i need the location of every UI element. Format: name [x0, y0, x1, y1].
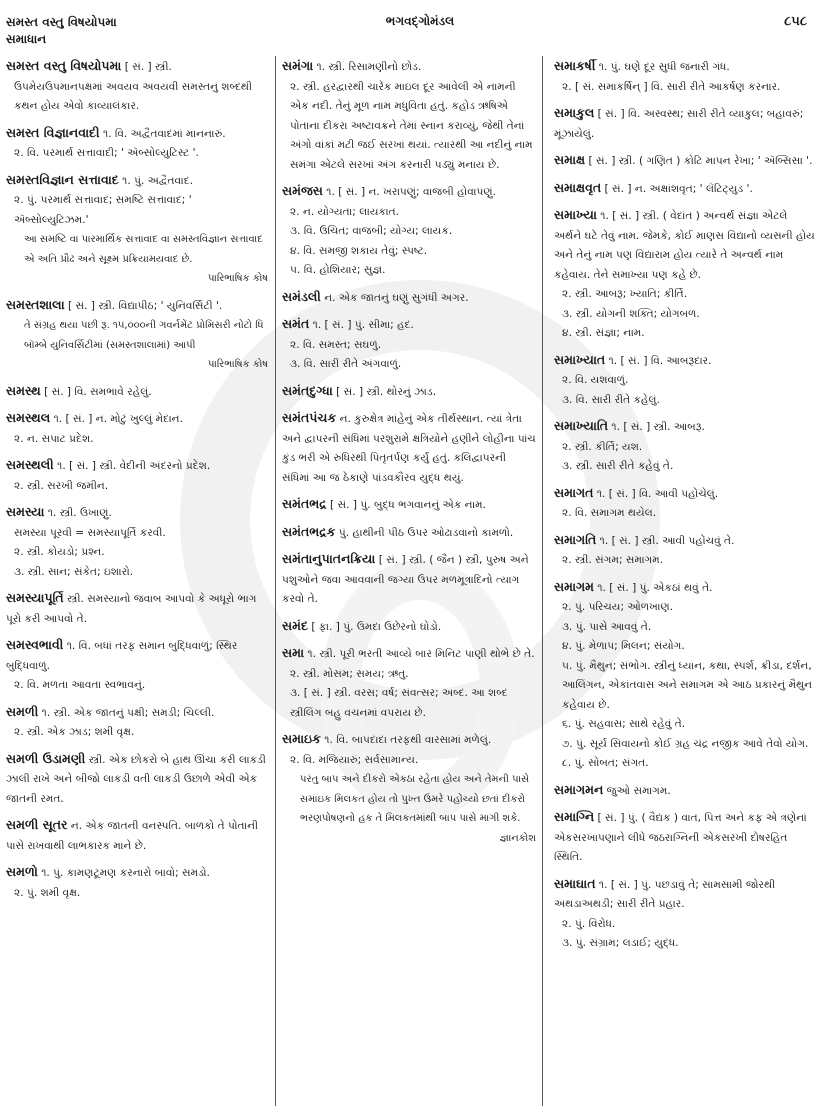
- dictionary-entry: [282, 522, 536, 544]
- sense-line: ૪. પું. મેળાપ; મિલન; સંયોગ.: [562, 640, 685, 652]
- definition: [ સં. ] સ્ત્રી. થોરનું ઝાડ.: [336, 385, 437, 398]
- headword: સમળી ઉડામણી: [6, 750, 86, 766]
- column-1: [6, 56, 268, 1106]
- definition: ૧. [ સં. ] વિ. આબરૂદાર.: [608, 354, 712, 367]
- sense-line: ૩. વિ. ઉચિત; વાજબી; યોગ્ય; લાયક.: [290, 225, 453, 237]
- dictionary-entry: [282, 616, 536, 638]
- sense-line: ૨. વિ. સમાગમ થયેલ.: [562, 507, 657, 519]
- citation-source: પારિભાષિક કોષ: [207, 359, 268, 370]
- headword: સમા: [282, 645, 305, 660]
- definition: ૧. [ સં. ] પું. પછડાવું તે; સામસામી જોરથી અથડાઅથડી; સારી રીતે પ્રહાર.: [554, 878, 776, 910]
- column-divider: [275, 56, 276, 1106]
- sense-line: ૨. સ્ત્રી. કીર્તિ; યશ.: [562, 440, 643, 453]
- headword: સમસ્થ: [6, 382, 41, 398]
- headword: સમસ્યા: [6, 504, 45, 519]
- headword: સમંતભદ્રક: [282, 523, 336, 539]
- headword: સમંત: [282, 316, 310, 331]
- column-3: [554, 56, 816, 1106]
- definition: ૧. [ સં. ] સ્ત્રી. આબરૂ.: [611, 421, 705, 433]
- sense-line: ૨. વિ. પરમાર્થ સત્તાવાદી; ' ઍબ્સોલ્યુટિસ્ટ '.: [14, 147, 199, 159]
- dictionary-entry: [554, 530, 816, 571]
- sense-line: ૩. સ્ત્રી. યોગની શક્તિ; યોગબળ.: [562, 307, 700, 320]
- headword: સમસ્ત વસ્તુ વિષયોપમા: [6, 58, 122, 73]
- dictionary-entry: [282, 729, 536, 848]
- dictionary-entry: [6, 123, 268, 164]
- headword: સમાગતિ: [554, 531, 597, 547]
- headword: સમાખ્યાત: [554, 351, 606, 367]
- sense-line: ૪. સ્ત્રી. સંજ્ઞા; નામ.: [562, 327, 645, 339]
- guide-words: [6, 14, 117, 48]
- dictionary-entry: [6, 815, 268, 856]
- definition: [ ફા. ] પું. ઉમદા ઉછેરનો ઘોડો.: [311, 620, 442, 633]
- headword: સમાક્ષવૃત: [554, 179, 602, 195]
- headword: સમસ્ત વિજ્ઞાનવાદી: [6, 124, 100, 140]
- headword: સમાગમ: [554, 578, 594, 594]
- dictionary-entry: [554, 56, 816, 97]
- dictionary-entry: [554, 874, 816, 954]
- citation-source: જ્ઞાનકોશ: [499, 832, 536, 844]
- dictionary-entry: [6, 381, 268, 403]
- headword: સમાઘાત: [554, 875, 596, 891]
- dictionary-entry: [282, 287, 536, 309]
- definition: ૧. [ સં. ] ન. મોટું ખુલ્લું મેદાન.: [53, 413, 183, 425]
- column-2: [282, 56, 536, 1106]
- sense-line: ૨. ન. સપાટ પ્રદેશ.: [14, 432, 94, 445]
- sense-line: ૪. વિ. સમજી શકાય તેવું; સ્પષ્ટ.: [290, 244, 428, 257]
- dictionary-entry: [554, 416, 816, 477]
- sense-line: ૨. સ્ત્રી. સંગમ; સમાગમ.: [562, 554, 664, 566]
- sense-line: ૬. પું. સહવાસ; સાથે રહેવું તે.: [562, 718, 686, 730]
- definition: ૧. વિ. બાપદાદા તરફથી વારસામાં મળેલું.: [324, 734, 492, 746]
- sense-line: ૨. વિ. સમસ્ત; સઘળું.: [290, 338, 382, 351]
- definition: [ સં. ] સ્ત્રી.: [124, 61, 172, 73]
- dictionary-entry: [554, 350, 816, 411]
- guide-word-first: સમસ્ત વસ્તુ વિષયોપમા: [6, 15, 117, 29]
- headword: સમસ્તશાલા: [6, 296, 65, 312]
- dictionary-entry: [554, 205, 816, 344]
- headword: સમાગ્નિ: [554, 809, 595, 824]
- dictionary-entry: [6, 702, 268, 743]
- definition: ૧. પું. કામણટૂમણ કરનારો બાવો; સમડો.: [41, 867, 210, 879]
- definition: ૧. [ સં. ] સ્ત્રી. આવી પહોંચવું તે.: [599, 534, 735, 547]
- definition: [ સં. ] વિ. અસ્વસ્થ; સારી રીતે વ્યાકુલ; બહાવરું; મૂંઝાયેલું.: [554, 108, 804, 140]
- headword: સમસ્તવિજ્ઞાન સત્તાવાદ: [6, 171, 119, 187]
- dictionary-entry: [554, 178, 816, 200]
- dictionary-entry: [6, 170, 268, 289]
- dictionary-entry: [6, 408, 268, 449]
- definition: ૧. [ સં. ] સ્ત્રી. વેદીની અંદરનો પ્રદેશ.: [57, 460, 211, 472]
- citation-quote: પરંતુ બાપ અને દીકરો એકઠા રહેતા હોય અને તેમની પાસે સમાઇક મિલકત હોય તો પુખ્ત ઉમરે પહોંચ્યો છતાં દીકરો ભરણપોષણનો હક તે મિલકતમાંથી બાપ પાસે માગી શકે.: [300, 774, 530, 824]
- headword: સમંડલી: [282, 288, 321, 304]
- definition: ન. કુરુક્ષેત્ર માંહેનું એક તીર્થસ્થાન. ત્યાં ત્રેતા અને દ્વાપરની સંધિમાં પરશુરામે ક્ષત્રિયોને હણીને લોહીના પાંચ કુંડ ભરી એ રુધિરથી પિતૃતર્પણ કર્યું હતું. કલિદ્વાપરની સંધિમાં આ જ ઠેકાણે પાંડવકૌરવ યુદ્ધ થયું.: [282, 413, 536, 484]
- definition: ૧. [ સં. ] ન. ખરાપણું; વાજબી હોવાપણું.: [326, 186, 496, 198]
- dictionary-entry: [282, 381, 536, 403]
- headword: સમળો: [6, 864, 38, 879]
- sense-line: ૨. વિ. મળતા આવતા સ્વભાવનું.: [14, 679, 146, 691]
- headword: સમાખ્યા: [554, 207, 597, 222]
- dictionary-entry: [6, 588, 268, 629]
- headword: સમંદ: [282, 617, 308, 633]
- page-header: [0, 8, 825, 52]
- definition: [ સં. ] પું. બુદ્ધ ભગવાનનું એક નામ.: [330, 499, 487, 511]
- sense-line: સમસ્યા પૂરવી = સમસ્યાપૂર્તિ કરવી.: [14, 526, 166, 539]
- sense-line: ૨. સ્ત્રી. હરદ્વારથી ચારેક માઇલ દૂર આવેલી એ નામની એક નદી. તેનું મૂળ નામ મધુવિતા હતું. કહોડ ઋષિએ પોતાના દીકરા અષ્ટાવક્રને તેમાં સ્નાન કરાવ્યું, જેથી તેનાં અંગો વાંકાં મટી જઈ સરખાં થયાં. ત્યારથી આ નદીનું નામ સમંગા એટલે સરખાં અંગ કરનારી પડ્યું મનાય છે.: [290, 80, 533, 171]
- sense-line: ૩. પું. પાસે આવવું તે.: [562, 620, 652, 633]
- definition: જુઓ સમાગમ.: [606, 784, 671, 797]
- sense-line: ૩. વિ. સારી રીતે અંગવાળું.: [290, 358, 402, 370]
- sense-line: ૩. સ્ત્રી. સારી રીતે કહેવું તે.: [562, 460, 674, 472]
- dictionary-entry: [282, 408, 536, 488]
- definition: ૧. [ સં. ] પું. એકઠાં થવું તે.: [597, 581, 713, 594]
- sense-line: ૩. પું. સંગ્રામ; લડાઈ; યુદ્ધ.: [562, 937, 679, 949]
- headword: સમાખ્યાતિ: [554, 418, 609, 433]
- headword: સમંતપંચક: [282, 410, 337, 425]
- dictionary-entry: [554, 483, 816, 524]
- definition: [ સં. ] વિ. સમભાવે રહેલું.: [44, 385, 152, 398]
- sense-line: ૨. પું. શમી વૃક્ષ.: [14, 886, 81, 899]
- sense-line: ૩. વિ. સારી રીતે કહેલું.: [562, 393, 660, 406]
- dictionary-entry: [6, 749, 268, 810]
- definition: [ સં. ] પું. ( વૈદ્યક ) વાત, પિત્ત અને કફ એ ત્રણેનાં એકસરખાપણાને લીધે જઠરાગ્નિની એકસરખી દોષરહિત સ્થિતિ.: [554, 812, 807, 863]
- sense-line: ૫. પું. મૈથુન; સંભોગ. સ્ત્રીનું ધ્યાન, કથા, સ્પર્શ, ક્રીડા, દર્શન, આલિંગન, એકાંતવાસ અને સમાગમ એ આઠ પ્રકારનું મૈથુન કહેવાય છે.: [562, 659, 813, 711]
- sense-line: ૮. પું. સોબત; સંગત.: [562, 757, 649, 769]
- definition: પું. હાથીની પીઠ ઉપર ઓઢાડવાનો કામળો.: [338, 526, 514, 539]
- dictionary-entry: [554, 807, 816, 868]
- headword: સમાઇક: [282, 731, 321, 746]
- headword: સમંતભદ્ર: [282, 496, 327, 511]
- dictionary-entry: [282, 549, 536, 610]
- dictionary-entry: [554, 780, 816, 802]
- sense-line: ૭. પું. સૂર્ય સિવાયનો કોઈ ગ્રહ ચંદ્ર નજીક આવે તેવો યોગ.: [562, 737, 809, 750]
- definition: ૧. [ સં. ] પું. સીમા; હદ.: [312, 319, 414, 331]
- sense-line: ૩. [ સં. ] સ્ત્રી. વરસ; વર્ષ; સંવત્સર; અબ્દ. આ શબ્દ સ્ત્રીલિંગ બહુ વચનમાં વપરાય છે.: [290, 687, 508, 719]
- sense-line: ૫. વિ. હોશિયાર; સુજ્ઞ.: [290, 264, 386, 276]
- headword: સમંતદુગ્ધા: [282, 382, 333, 398]
- sense-line: ૨. ન. યોગ્યતા; લાયકાત.: [290, 205, 399, 218]
- dictionary-entry: [6, 56, 268, 117]
- headword: સમાકુલ: [554, 105, 595, 120]
- definition: ૧. વિ. અદ્વૈતવાદમાં માનનારું.: [103, 127, 226, 140]
- definition: ૧. સ્ત્રી. ઉખાણું.: [47, 507, 112, 519]
- definition: ૧. [ સં. ] વિ. આવી પહોંચેલું.: [596, 487, 719, 500]
- definition: ૧. સ્ત્રી. રિસામણીનો છોડ.: [316, 61, 422, 73]
- dictionary-entry: [282, 314, 536, 375]
- dictionary-entry: [282, 494, 536, 516]
- dictionary-entry: [6, 502, 268, 582]
- definition: ન. એક જાતની વનસ્પતિ. બાળકો તે પોતાની પાસે રાખવાથી લાભકારક માને છે.: [6, 820, 259, 852]
- headword: સમંતાનુપાતનક્રિયા: [282, 551, 376, 566]
- definition: સ્ત્રી. એક છોકરો બે હાથ ઊંચા કરી લાકડી ઝાલી રાખે અને બીજો લાકડી વતી લાકડી ઉછાળે એવી એક જાતની રમત.: [6, 753, 266, 805]
- dictionary-entry: [554, 577, 816, 774]
- headword: સમળી: [6, 703, 39, 719]
- dictionary-entry: [6, 295, 268, 375]
- headword: સમંજસ: [282, 183, 323, 198]
- sense-line: ૨. વિ. મજિયારું; સર્વસામાન્ય.: [290, 753, 419, 766]
- headword: સમંગા: [282, 58, 314, 73]
- headword: સમસ્થલી: [6, 457, 54, 472]
- page-number: ૮૫૮: [784, 14, 807, 29]
- definition: [ સં. ] ન. અક્ષાંશવૃત; ' લૅટિટ્યુડ '.: [604, 182, 753, 195]
- guide-word-last: સમાધાન: [6, 32, 47, 46]
- sense-line: ૨. પું. પરિચય; ઓળખાણ.: [562, 601, 674, 613]
- sense-line: ૨. પું. પરમાર્થ સત્તાવાદ; સમષ્ટિ સત્તાવાદ; ' ઍબ્સોલ્યુટિઝમ.': [14, 194, 192, 226]
- book-title: ભગવદ્ગોમંડલ: [385, 14, 455, 28]
- sense-line: ૨. સ્ત્રી. સરખી જમીન.: [14, 479, 109, 492]
- definition: [ સં. ] સ્ત્રી. ( જૈન ) સ્ત્રી, પુરુષ અને પશુઓને જવા આવવાની જગ્યા ઉપર મળમૂત્રાદિનો ત્યાગ કરવો તે.: [282, 554, 529, 605]
- headword: સમસ્યાપૂર્તિ: [6, 590, 64, 605]
- sense-line: ૨. પું. વિરોધ.: [562, 917, 616, 930]
- definition: [ સં. ] સ્ત્રી. ( ગણિત ) કોટિ માપન રેખા; ' ઍબ્સિસા '.: [588, 155, 813, 167]
- definition: ૧. [ સં. ] સ્ત્રી. ( વેદાંત ) અન્વર્થ સંજ્ઞા એટલે અર્થને ઘટે તેવું નામ. જેમકે, કોઈ માણસ વિદ્યાનો વ્યસની હોય અને તેનું નામ પણ વિદ્યારામ હોય ત્યારે તે અન્વર્થ નામ કહેવાય. તેને સમાખ્યા પણ કહે છે.: [554, 210, 815, 281]
- headword: સમાગમન: [554, 781, 604, 797]
- dictionary-entry: [554, 150, 816, 172]
- citation-source: પારિભાષિક કોષ: [207, 273, 268, 284]
- definition: ૧. વિ. બધાં તરફ સમાન બુદ્ધિવાળું; સ્થિર બુદ્ધિવાળું.: [6, 640, 238, 672]
- sense-line: ૨. સ્ત્રી. મોસમ; સમય; ઋતુ.: [290, 667, 409, 680]
- definition: ૧. સ્ત્રી. એક જાતનું પક્ષી; સમડી; ચિલ્લી.: [41, 706, 215, 719]
- definition: ૧. પું. ઘણે દૂર સુધી જનારી ગંધ.: [598, 61, 730, 73]
- definition: [ સં. ] સ્ત્રી. વિદ્યાપીઠ; ' યુનિવર્સિટી '.: [68, 299, 223, 312]
- sense-line: ૨. વિ. યશવાળું.: [562, 374, 629, 386]
- sense-line: ૩. સ્ત્રી. સાન; સંકેત; ઇશારો.: [14, 565, 134, 578]
- dictionary-entry: [554, 103, 816, 144]
- headword: સમળી સૂતર: [6, 817, 68, 832]
- dictionary-entry: [282, 643, 536, 723]
- citation-quote: તે સંગ્રહ થયા પછી રૂ. ૧૫,૦૦૦ની ગવર્નમેંટ પ્રોમિસરી નોટો ધિ બૉમ્બે યુનિવર્સિટીમાં (સમસ્તશાલામાં) આપી: [24, 320, 264, 351]
- headword: સમાગત: [554, 484, 594, 500]
- sense-line: ૨. સ્ત્રી. આબરૂ; ખ્યાતિ; કીર્તિ.: [562, 288, 688, 300]
- headword: સમાક્ષ: [554, 152, 586, 167]
- headword: સમસ્થલ: [6, 410, 51, 425]
- dictionary-columns: [0, 56, 825, 1106]
- dictionary-entry: [282, 181, 536, 281]
- headword: સમાકર્ષી: [554, 58, 596, 73]
- column-divider: [542, 56, 543, 1106]
- definition: ૧. પું. અદ્વૈતવાદ.: [122, 174, 193, 187]
- headword: સમસ્વભાવી: [6, 637, 64, 652]
- sense-line: ૨. સ્ત્રી. કોયડો; પ્રશ્ન.: [14, 546, 105, 558]
- sense-line: ૨. સ્ત્રી. એક ઝાડ; શમી વૃક્ષ.: [14, 726, 135, 738]
- definition: ૧. સ્ત્રી. પૂરી ભરતી આવ્યે બાર મિનિટ પાણી થોભે છે તે.: [307, 648, 535, 660]
- dictionary-entry: [6, 455, 268, 496]
- dictionary-entry: [282, 56, 536, 175]
- definition: સ્ત્રી. સમસ્યાનો જવાબ આપવો કે અધૂરો ભાગ પૂરો કરી આપવો તે.: [6, 593, 257, 625]
- dictionary-entry: [6, 862, 268, 903]
- sense-line: ૨. [ સં. સમાકર્ષિન્ ] વિ. સારી રીતે આકર્ષણ કરનાર.: [562, 80, 781, 93]
- sense-line: ઉપમેયઉપમાનપક્ષમાં અવયવ અવયવી સમસ્તનું શબ્દથી કથન હોય એવો કાવ્યાલંકાર.: [14, 80, 253, 112]
- definition: ન. એક જાતનું ઘણું સુગંધી અગર.: [324, 291, 469, 304]
- dictionary-entry: [6, 635, 268, 696]
- citation-quote: આ સમષ્ટિ વા પારમાર્થિક સત્તાવાદ વા સમસ્તવિજ્ઞાન સત્તાવાદ એ અતિ પ્રૌઢ અને સૂક્ષ્મ પ્રક્રિયામયવાદ છે.: [24, 234, 263, 265]
